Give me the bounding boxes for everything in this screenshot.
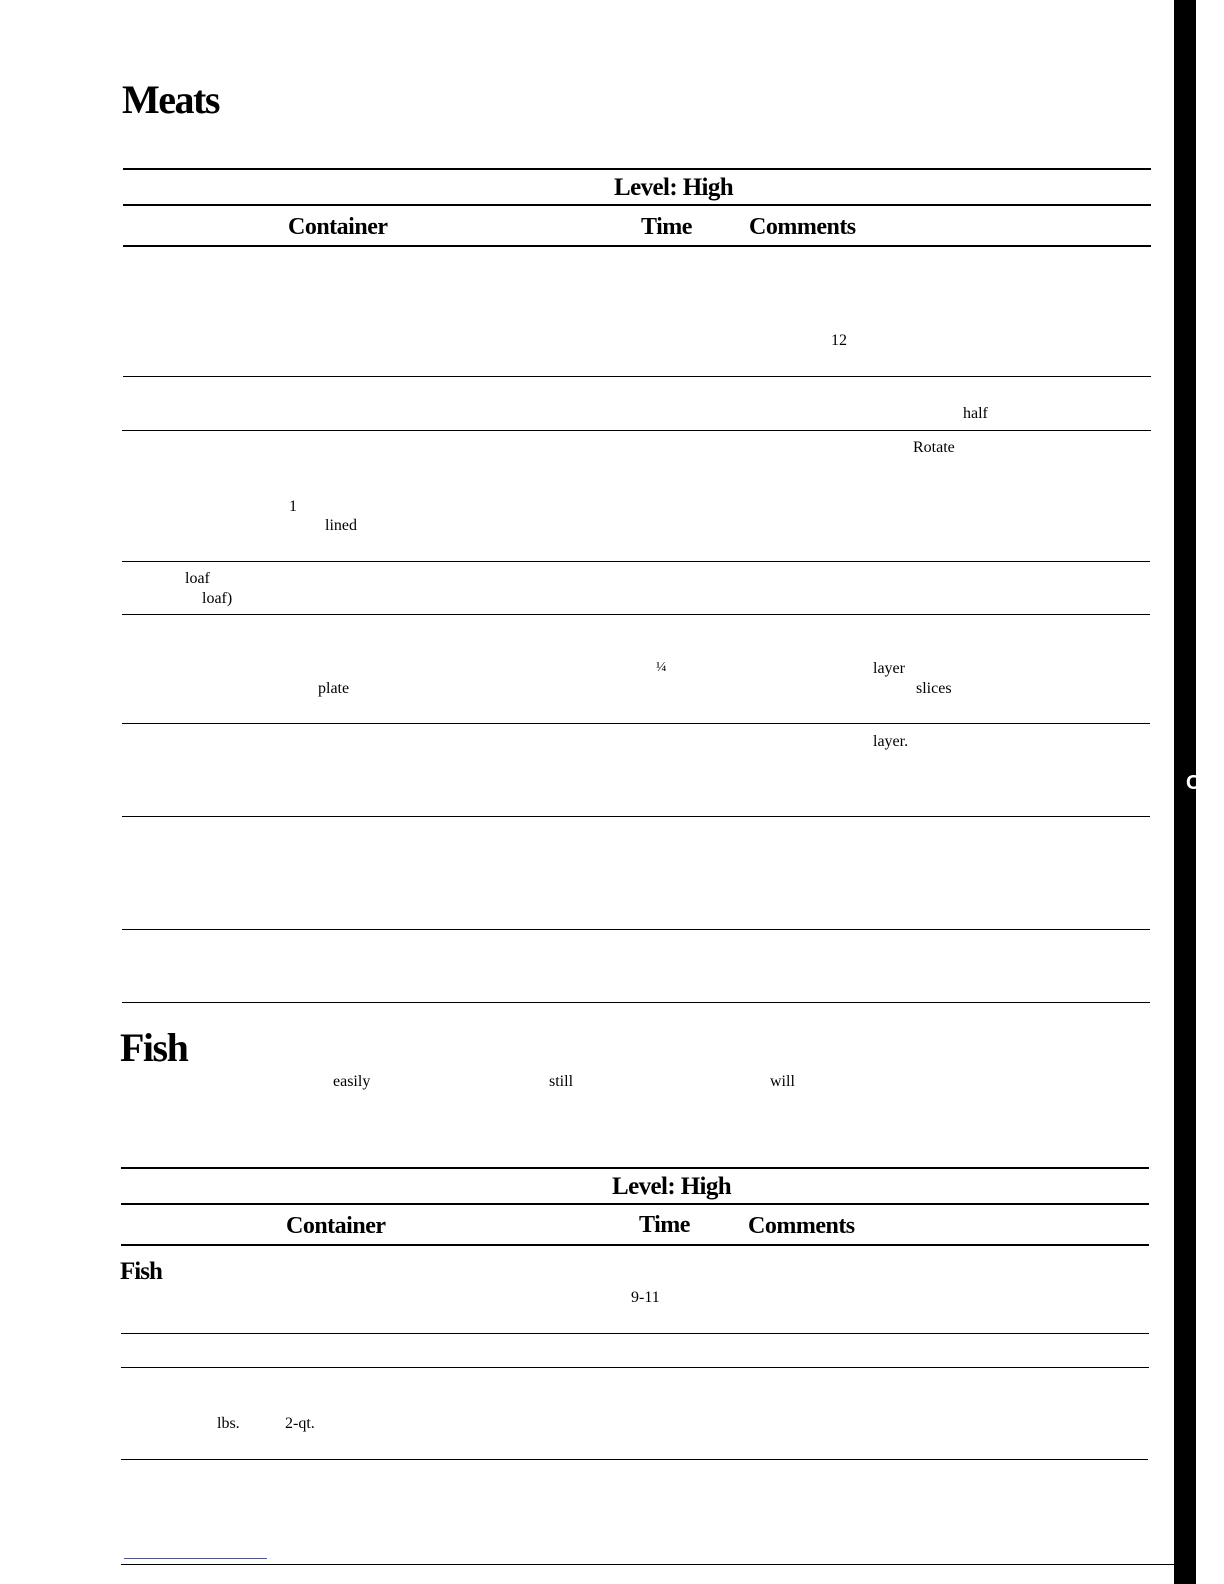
meats-row-rule-2	[122, 430, 1151, 431]
meats-frag-lined: lined	[325, 517, 357, 534]
meats-row-rule-7	[122, 929, 1150, 930]
meats-row-rule-3	[122, 561, 1150, 562]
fish-frag-lbs: lbs.	[217, 1415, 240, 1432]
fish-title: Fish	[120, 1025, 188, 1070]
meats-table-bottom-rule	[122, 1002, 1150, 1003]
meats-col-comments: Comments	[749, 214, 856, 240]
meats-col-time: Time	[641, 214, 692, 240]
fish-header-rule	[121, 1244, 1149, 1246]
meats-frag-half: half	[963, 405, 988, 422]
meats-frag-rotate: Rotate	[913, 439, 955, 456]
meats-frag-plate: plate	[318, 680, 350, 697]
fish-table-top-rule	[121, 1167, 1149, 1169]
meats-frag-1: 1	[289, 498, 297, 515]
meats-level-header: Level: High	[614, 174, 734, 201]
fish-row-rule-1	[121, 1333, 1149, 1334]
meats-title: Meats	[122, 77, 219, 122]
meats-header-rule	[123, 245, 1151, 247]
meats-col-container: Container	[288, 214, 388, 240]
meats-row-rule-4	[122, 614, 1150, 615]
fish-row-label: Fish	[120, 1258, 162, 1285]
fish-col-time: Time	[639, 1212, 690, 1238]
fish-intro-will: will	[770, 1073, 795, 1090]
fish-frag-2qt: 2-qt.	[285, 1415, 315, 1432]
meats-frag-quarter: ¼	[656, 660, 667, 675]
meats-table-top-rule	[123, 168, 1151, 170]
meats-frag-12: 12	[831, 332, 847, 349]
fish-row-rule-2	[121, 1367, 1149, 1368]
side-tab-glyph: C	[1186, 772, 1201, 794]
fish-col-container: Container	[286, 1213, 386, 1239]
footer-link-underline	[124, 1558, 267, 1559]
meats-frag-slices: slices	[916, 680, 952, 697]
meats-frag-loaf-paren: loaf)	[202, 590, 233, 607]
meats-row-rule-5	[122, 723, 1150, 724]
meats-row-rule-1	[123, 376, 1151, 377]
fish-level-header: Level: High	[612, 1173, 732, 1200]
fish-intro-easily: easily	[333, 1073, 371, 1090]
fish-level-rule	[121, 1203, 1149, 1205]
footer-rule	[121, 1564, 1174, 1565]
fish-col-comments: Comments	[748, 1213, 855, 1239]
meats-frag-layer: layer	[873, 660, 905, 677]
meats-frag-layer-period: layer.	[873, 733, 909, 750]
fish-intro-still: still	[549, 1073, 574, 1090]
fish-row-rule-3	[121, 1459, 1148, 1460]
meats-row-rule-6	[122, 816, 1150, 817]
meats-level-rule	[123, 204, 1151, 206]
meats-frag-loaf: loaf	[185, 570, 210, 587]
fish-frag-time: 9-11	[631, 1289, 660, 1306]
